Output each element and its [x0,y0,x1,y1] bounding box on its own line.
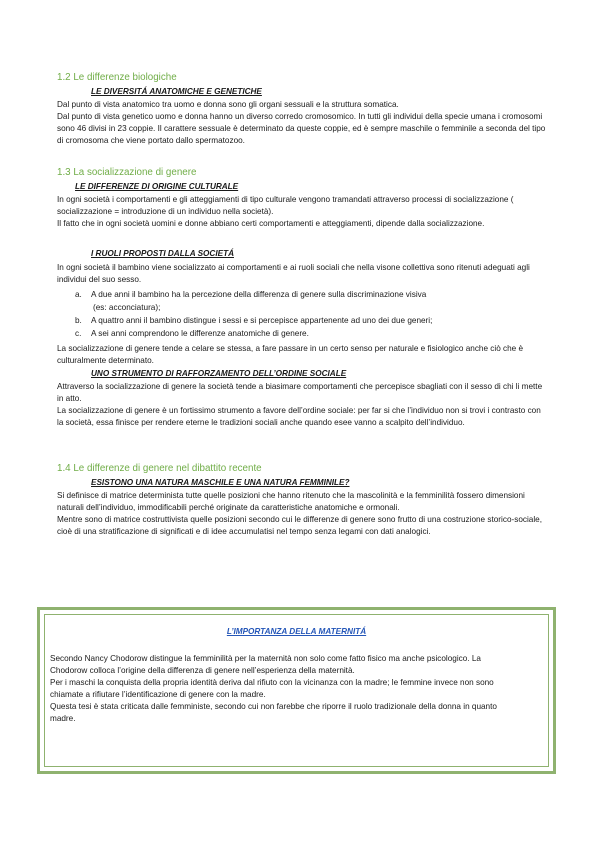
section-heading-1-3: 1.3 La socializzazione di genere [57,167,197,178]
list-marker-c: c. [75,329,82,338]
paragraph-celare: La socializzazione di genere tende a celare se stessa, a fare passare in un certo senso per naturale e fisiologico anche ciò che è culturalmente determinato. [57,344,524,365]
subheading-origine-culturale: LE DIFFERENZE DI ORIGINE CULTURALE [75,182,239,191]
list-marker-b: b. [75,316,82,325]
section-heading-1-4: 1.4 Le differenze di genere nel dibattito recente [57,463,262,474]
list-item-a: A due anni il bambino ha la percezione della differenza di genere sulla discriminazione visiva [91,290,427,299]
list-item-b: A quattro anni il bambino distingue i sessi e si percepisce appartenente ad uno dei due generi; [91,316,433,325]
subheading-natura: ESISTONO UNA NATURA MASCHILE E UNA NATURA FEMMINILE? [91,478,350,487]
maternita-box [37,607,556,774]
list-item-a-continuation: (es: acconciatura); [93,303,161,312]
paragraph-biologiche: Dal punto di vista anatomico tra uomo e donna sono gli organi sessuali e la struttura somatica. Dal punto di vista genetico uomo e donna hanno un diverso corredo cromosomico. In tutti gli individui della specie umana i cromosomi sono 46 divisi in 23 coppie. Il carattere sessuale è determinato da queste coppie, ed è sempre maschile o femminile a seconda del tipo di cromosoma che viene portato dallo spermatozoo. [57,100,546,145]
list-marker-a: a. [75,290,82,299]
subheading-ordine-sociale: UNO STRUMENTO DI RAFFORZAMENTO DELL’ORDINE SOCIALE [91,369,347,378]
paragraph-ordine-sociale: Attraverso la socializzazione di genere la società tende a biasimare comportamenti che percepisce sbagliati con il sesso di chi li mette in atto. La socializzazione di genere è un fortissimo strumento a favore dell’ordine sociale: per far si che l’individuo non si trovi i contrasto con la società, essa finisce per rendere eterne le tradizioni sociali anche quando esee vanno a scalpito dell’individuo. [57,382,543,427]
subheading-ruoli-proposti: I RUOLI PROPOSTI DALLA SOCIETÁ [91,249,234,258]
paragraph-ruoli: In ogni società il bambino viene socializzato ai comportamenti e ai ruoli sociali che nella visone collettiva sono ritenuti adeguati agli individui del suo sesso. [57,263,530,284]
paragraph-dibattito: Si definisce di matrice determinista tutte quelle posizioni che hanno ritenuto che la mascolinità e la femminilità fossero dimensioni naturali dell’individuo, immodificabili perché originate da caratteristiche anatomiche e ormonali. Mentre sono di matrice costruttivista quelle posizioni secondo cui le differenze di genere sono frutto di una costruzione storico-sociale, cioè di una stratificazione di significati e di idee accumulatisi nel tempo senza legami con dati analogici. [57,491,542,536]
box-paragraph: Secondo Nancy Chodorow distingue la femminilità per la maternità non solo come fatto fisico ma anche psicologico. La Chodorow colloca l’origine della differenza di genere nell’esperienza della maternità. Per i maschi la conquista della propria identità deriva dal rifiuto con la vicinanza con la madre; le femmine invece non sono chiamate a rifiutare l’identificazione di genere con la madre. Questa tesi è stata criticata dalle femministe, secondo cui non farebbe che riporre il ruolo tradizionale della donna in quanto madre. [50,654,497,723]
maternita-box-inner-border [44,614,549,767]
subheading-diversita-anatomiche: LE DIVERSITÁ ANATOMICHE E GENETICHE [91,87,262,96]
section-heading-1-2: 1.2 Le differenze biologiche [57,72,177,83]
box-title: L’IMPORTANZA DELLA MATERNITÁ [226,627,367,636]
list-item-c: A sei anni comprendono le differenze anatomiche di genere. [91,329,309,338]
paragraph-socializzazione: In ogni società i comportamenti e gli atteggiamenti di tipo culturale vengono tramandati attraverso processi di socializzazione ( socializzazione = introduzione di un individuo nella società). Il fatto che in ogni società uomini e donne abbiano certi comportamenti e atteggiamenti, dipende dalla socializzazione. [57,195,514,228]
